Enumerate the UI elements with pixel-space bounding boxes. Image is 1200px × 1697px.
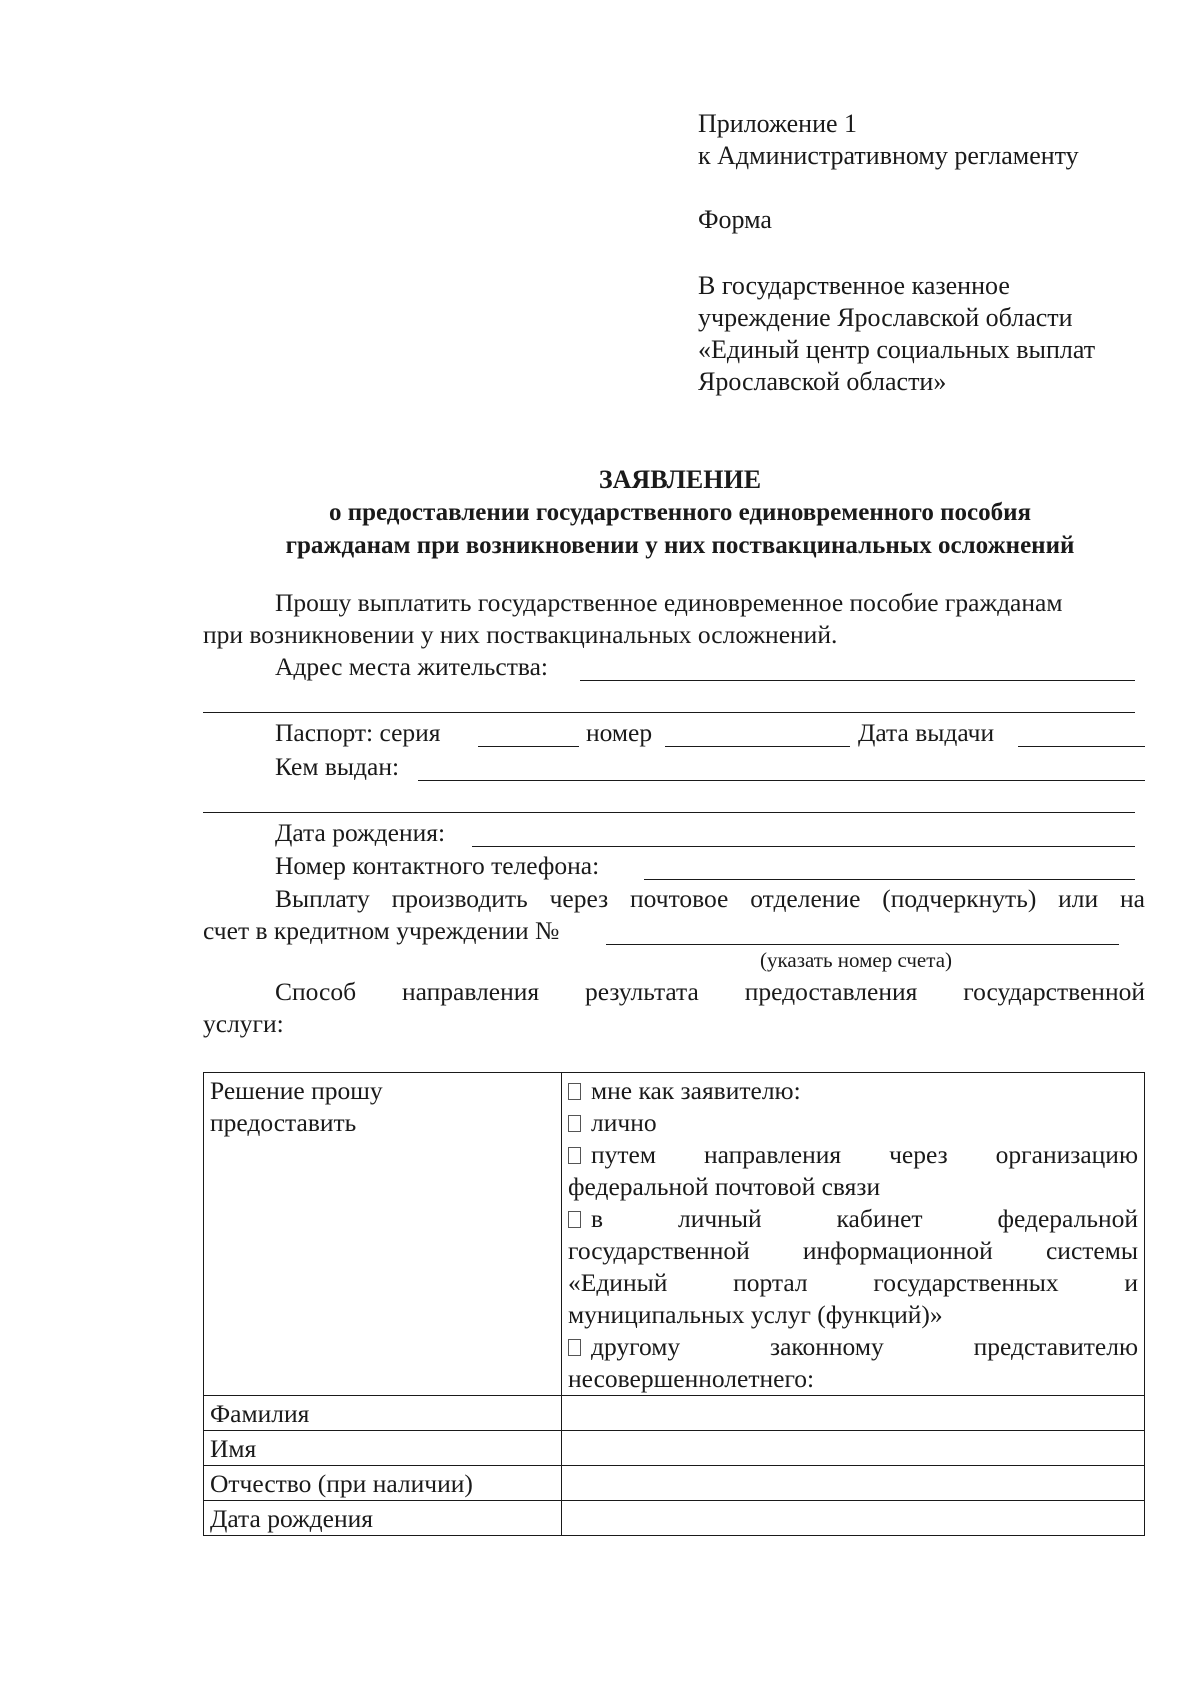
passport-number-label: номер xyxy=(586,718,653,747)
option-personally[interactable] xyxy=(568,1107,1138,1139)
decision-label-line: предоставить xyxy=(210,1108,357,1137)
option-post[interactable] xyxy=(568,1139,1138,1171)
issue-date-field[interactable] xyxy=(1018,746,1145,747)
table-row xyxy=(204,1501,1145,1536)
passport-series-field[interactable] xyxy=(478,746,579,747)
option-post-label: путем направления через организацию xyxy=(591,1140,1138,1169)
appendix-line: Приложение 1 xyxy=(698,109,858,138)
decision-row xyxy=(204,1073,1145,1396)
issued-by-field-continued[interactable] xyxy=(203,812,1135,813)
document-title xyxy=(180,463,1180,562)
passport-number-field[interactable] xyxy=(665,746,850,747)
phone-field[interactable] xyxy=(644,879,1135,880)
option-representative[interactable] xyxy=(568,1331,1138,1363)
decision-options-cell xyxy=(562,1073,1145,1396)
table-row xyxy=(204,1466,1145,1501)
title-line: о предоставлении государственного единовременного пособия xyxy=(328,499,1032,526)
title-main: ЗАЯВЛЕНИЕ xyxy=(598,465,762,494)
checkbox-icon[interactable] xyxy=(568,1115,581,1132)
option-portal-continued: муниципальных услуг (функций)» xyxy=(568,1300,943,1329)
row-label: Отчество (при наличии) xyxy=(204,1466,562,1501)
address-field[interactable] xyxy=(580,680,1135,681)
delivery-line-1: Способ направления результата предоставления государственной xyxy=(275,977,1145,1006)
option-representative-label: другому законному представителю xyxy=(591,1332,1138,1361)
delivery-options-table xyxy=(203,1072,1145,1536)
checkbox-icon[interactable] xyxy=(568,1211,581,1228)
payment-line-2: счет в кредитном учреждении № xyxy=(203,916,560,945)
title-line: гражданам при возникновении у них поствакцинальных осложнений xyxy=(285,532,1075,559)
birth-date-input-cell[interactable] xyxy=(562,1501,1145,1536)
table-row xyxy=(204,1396,1145,1431)
address-label: Адрес места жительства: xyxy=(275,652,548,681)
option-applicant-label: мне как заявителю: xyxy=(591,1076,801,1105)
decision-label-cell xyxy=(204,1073,562,1396)
appendix-reference xyxy=(698,108,1079,172)
account-number-hint: (указать номер счета) xyxy=(760,948,953,972)
checkbox-icon[interactable] xyxy=(568,1339,581,1356)
addressee-line: «Единый центр социальных выплат xyxy=(698,335,1096,364)
phone-label: Номер контактного телефона: xyxy=(275,851,600,880)
issue-date-label: Дата выдачи xyxy=(858,718,995,747)
decision-label-line: Решение прошу xyxy=(210,1076,383,1105)
request-line-2: при возникновении у них поствакцинальных осложнений. xyxy=(203,620,838,649)
option-portal-label: в личный кабинет федеральной xyxy=(591,1204,1138,1233)
option-representative-continued: несовершеннолетнего: xyxy=(568,1364,815,1393)
issued-by-field[interactable] xyxy=(418,780,1145,781)
delivery-line-2: услуги: xyxy=(203,1009,284,1038)
row-label: Фамилия xyxy=(204,1396,562,1431)
option-portal[interactable] xyxy=(568,1203,1138,1235)
option-post-continued: федеральной почтовой связи xyxy=(568,1172,881,1201)
account-number-field[interactable] xyxy=(606,944,1119,945)
patronymic-input-cell[interactable] xyxy=(562,1466,1145,1501)
table-row xyxy=(204,1431,1145,1466)
payment-line-1: Выплату производить через почтовое отделение (подчеркнуть) или на xyxy=(275,884,1145,913)
option-personally-label: лично xyxy=(591,1108,657,1137)
form-label: Форма xyxy=(698,205,772,234)
regulation-line: к Административному регламенту xyxy=(698,141,1079,170)
addressee-line: В государственное казенное xyxy=(698,271,1010,300)
birth-date-field[interactable] xyxy=(472,846,1135,847)
request-line-1: Прошу выплатить государственное единовременное пособие гражданам xyxy=(275,588,1063,617)
addressee-block xyxy=(698,270,1095,398)
addressee-line: учреждение Ярославской области xyxy=(698,303,1073,332)
row-label: Дата рождения xyxy=(204,1501,562,1536)
option-applicant[interactable] xyxy=(568,1075,1138,1107)
option-portal-continued: «Единый портал государственных и xyxy=(568,1268,1138,1297)
birth-date-label: Дата рождения: xyxy=(275,818,446,847)
passport-series-label: Паспорт: серия xyxy=(275,718,441,747)
checkbox-icon[interactable] xyxy=(568,1147,581,1164)
name-input-cell[interactable] xyxy=(562,1431,1145,1466)
checkbox-icon[interactable] xyxy=(568,1083,581,1100)
surname-input-cell[interactable] xyxy=(562,1396,1145,1431)
address-field-continued[interactable] xyxy=(203,712,1135,713)
issued-by-label: Кем выдан: xyxy=(275,752,400,781)
addressee-line: Ярославской области» xyxy=(698,367,947,396)
row-label: Имя xyxy=(204,1431,562,1466)
option-portal-continued: государственной информационной системы xyxy=(568,1236,1138,1265)
